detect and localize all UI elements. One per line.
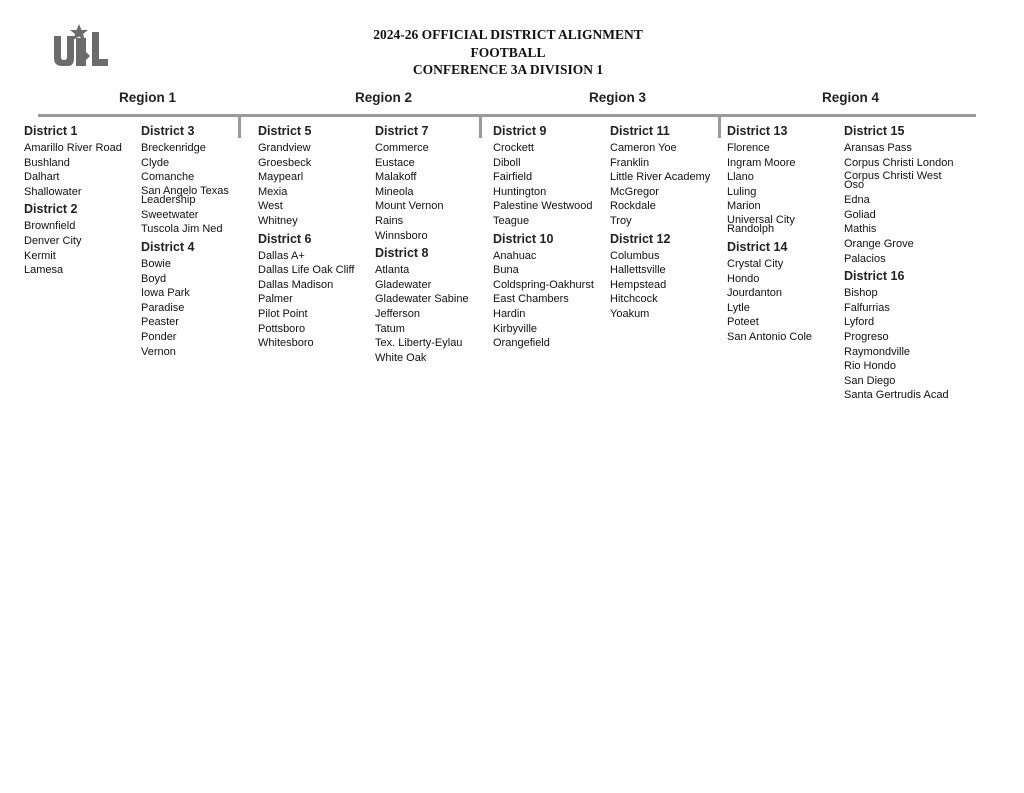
school-item: Florence bbox=[727, 142, 770, 154]
district-block bbox=[141, 124, 257, 237]
region-4-heading: Region 4 bbox=[821, 90, 879, 105]
school-item: Malakoff bbox=[375, 171, 417, 184]
district-heading: District 1 bbox=[24, 124, 78, 138]
school-item: Jefferson bbox=[375, 307, 421, 320]
school-item: Mount Vernon bbox=[375, 200, 444, 213]
school-item: Gladewater Sabine bbox=[375, 293, 469, 306]
school-item: Llano bbox=[727, 171, 754, 184]
school-item: Cameron Yoe bbox=[610, 142, 677, 154]
school-list bbox=[258, 249, 374, 351]
school-list bbox=[24, 141, 140, 199]
school-item: Rains bbox=[375, 214, 404, 227]
school-item: Denver City bbox=[24, 234, 82, 247]
district-column bbox=[493, 124, 609, 354]
school-item: Rio Hondo bbox=[844, 360, 896, 373]
school-item: Fairfield bbox=[493, 171, 533, 184]
school-list bbox=[610, 141, 726, 229]
school-item: Eustace bbox=[375, 156, 415, 169]
school-item: Clyde bbox=[141, 156, 170, 169]
school-item: Sweetwater bbox=[141, 208, 199, 221]
school-item: Hallettsville bbox=[610, 264, 666, 277]
district-block bbox=[610, 232, 726, 322]
school-item: Santa Gertrudis Acad bbox=[844, 389, 949, 402]
school-item: Aransas Pass bbox=[844, 142, 912, 154]
school-item: Paradise bbox=[141, 301, 185, 314]
school-item: Atlanta bbox=[375, 264, 410, 277]
title-line-2: FOOTBALL bbox=[470, 44, 546, 60]
school-item: Edna bbox=[844, 194, 870, 207]
district-block bbox=[258, 232, 374, 351]
school-item: Iowa Park bbox=[141, 287, 190, 300]
school-item: Kirbyville bbox=[493, 322, 538, 335]
school-item: Dalhart bbox=[24, 171, 60, 184]
school-item: Lytle bbox=[727, 301, 750, 314]
district-block bbox=[844, 269, 960, 403]
school-item: Coldspring-Oakhurst bbox=[493, 278, 594, 291]
school-item: Tex. Liberty-Eylau bbox=[375, 337, 463, 350]
school-item: Tuscola Jim Ned bbox=[141, 223, 223, 236]
school-item: Peaster bbox=[141, 316, 179, 329]
school-item: Poteet bbox=[727, 316, 759, 329]
school-item: Grandview bbox=[258, 142, 311, 154]
region-headings bbox=[30, 90, 970, 108]
school-item: Shallowater bbox=[24, 185, 82, 198]
school-item: Gladewater bbox=[375, 278, 432, 291]
school-list bbox=[258, 141, 374, 229]
school-item: Hitchcock bbox=[610, 293, 658, 306]
document-title bbox=[0, 26, 1016, 79]
school-item: Kermit bbox=[24, 249, 56, 262]
school-item: Luling bbox=[727, 185, 757, 198]
school-item: Whitesboro bbox=[258, 337, 314, 350]
school-item: Teague bbox=[493, 214, 530, 227]
district-heading: District 2 bbox=[24, 202, 78, 217]
district-block bbox=[24, 124, 140, 199]
district-column bbox=[844, 124, 960, 406]
district-column bbox=[727, 124, 843, 348]
district-column bbox=[24, 124, 140, 281]
school-list bbox=[375, 141, 491, 243]
school-item: Yoakum bbox=[610, 307, 650, 320]
school-item: White Oak bbox=[375, 351, 427, 364]
school-item: San Antonio Cole bbox=[727, 330, 813, 343]
school-item: Breckenridge bbox=[141, 142, 206, 154]
school-item: Marion bbox=[727, 200, 761, 213]
district-block bbox=[258, 124, 374, 229]
school-item: San Angelo Texas Leadership bbox=[141, 184, 229, 206]
school-item: Maypearl bbox=[258, 171, 304, 184]
region-3-heading: Region 3 bbox=[588, 90, 646, 105]
school-list bbox=[727, 257, 843, 345]
school-item: Bushland bbox=[24, 156, 70, 169]
school-item: Lyford bbox=[844, 316, 875, 329]
school-list bbox=[141, 257, 257, 359]
school-item: Dallas Madison bbox=[258, 278, 334, 291]
school-item: Boyd bbox=[141, 272, 167, 285]
school-item: Comanche bbox=[141, 171, 195, 184]
school-item: Ponder bbox=[141, 330, 177, 343]
district-column bbox=[610, 124, 726, 325]
school-list bbox=[844, 286, 960, 403]
region-2-heading: Region 2 bbox=[354, 90, 412, 105]
district-column bbox=[258, 124, 374, 354]
school-item: Bishop bbox=[844, 287, 878, 300]
school-item: Universal City Randolph bbox=[727, 213, 795, 235]
school-item: Commerce bbox=[375, 142, 429, 154]
district-block bbox=[727, 240, 843, 345]
school-item: Little River Academy bbox=[610, 171, 711, 184]
school-item: Lamesa bbox=[24, 264, 64, 277]
district-heading: District 6 bbox=[258, 231, 312, 246]
school-item: Hondo bbox=[727, 272, 760, 285]
school-list bbox=[24, 219, 140, 277]
school-item: Dallas Life Oak Cliff bbox=[258, 264, 355, 277]
school-item: Buna bbox=[493, 264, 519, 277]
school-item: Palmer bbox=[258, 293, 293, 306]
school-item: Groesbeck bbox=[258, 156, 312, 169]
district-column bbox=[141, 124, 257, 362]
school-item: Anahuac bbox=[493, 249, 537, 262]
school-item: Raymondville bbox=[844, 345, 911, 358]
region-divider-rule bbox=[38, 114, 976, 117]
school-item: Whitney bbox=[258, 214, 298, 227]
district-heading: District 4 bbox=[141, 239, 195, 254]
district-heading: District 14 bbox=[727, 239, 788, 254]
school-list bbox=[844, 141, 960, 266]
school-item: Hempstead bbox=[610, 278, 667, 291]
district-heading: District 15 bbox=[844, 124, 905, 138]
school-item: Huntington bbox=[493, 185, 547, 198]
school-item: Palacios bbox=[844, 252, 886, 265]
school-item: Amarillo River Road bbox=[24, 142, 122, 154]
school-list bbox=[141, 141, 257, 237]
district-block bbox=[727, 124, 843, 237]
school-item: Troy bbox=[610, 214, 632, 227]
district-block bbox=[610, 124, 726, 229]
school-item: Mexia bbox=[258, 185, 288, 198]
school-list bbox=[610, 249, 726, 322]
school-item: Progreso bbox=[844, 330, 889, 343]
school-item: San Diego bbox=[844, 374, 896, 387]
school-list bbox=[493, 141, 609, 229]
school-item: Corpus Christi London bbox=[844, 156, 954, 169]
district-heading: District 9 bbox=[493, 124, 547, 138]
school-item: Mineola bbox=[375, 185, 414, 198]
school-item: Crockett bbox=[493, 142, 534, 154]
school-item: Goliad bbox=[844, 208, 876, 221]
region-1-heading: Region 1 bbox=[118, 90, 176, 105]
district-block bbox=[375, 124, 491, 243]
title-line-3: CONFERENCE 3A DIVISION 1 bbox=[412, 62, 604, 77]
school-item: East Chambers bbox=[493, 293, 569, 306]
school-item: Bowie bbox=[141, 257, 171, 270]
school-item: Jourdanton bbox=[727, 287, 783, 300]
district-block bbox=[375, 246, 491, 365]
district-heading: District 12 bbox=[610, 231, 671, 246]
district-heading: District 8 bbox=[375, 246, 429, 261]
district-block bbox=[493, 232, 609, 351]
district-column bbox=[375, 124, 491, 368]
school-item: Orange Grove bbox=[844, 237, 914, 250]
title-line-1: 2024-26 OFFICIAL DISTRICT ALIGNMENT bbox=[373, 27, 643, 42]
school-item: Pottsboro bbox=[258, 322, 306, 335]
district-heading: District 10 bbox=[493, 231, 554, 246]
district-heading: District 11 bbox=[610, 124, 670, 138]
district-heading: District 5 bbox=[258, 124, 312, 138]
school-item: Hardin bbox=[493, 307, 526, 320]
school-item: Columbus bbox=[610, 249, 660, 262]
district-block bbox=[141, 240, 257, 359]
school-item: Diboll bbox=[493, 156, 521, 169]
district-block bbox=[493, 124, 609, 229]
school-item: Dallas A+ bbox=[258, 249, 305, 262]
school-item: McGregor bbox=[610, 185, 659, 198]
school-item: West bbox=[258, 200, 283, 213]
district-heading: District 7 bbox=[375, 124, 429, 138]
school-list bbox=[727, 141, 843, 237]
school-item: Pilot Point bbox=[258, 307, 308, 320]
school-item: Orangefield bbox=[493, 337, 550, 350]
school-item: Palestine Westwood bbox=[493, 200, 593, 213]
school-item: Winnsboro bbox=[375, 229, 428, 242]
district-heading: District 16 bbox=[844, 269, 905, 284]
school-item: Corpus Christi West Oso bbox=[844, 170, 942, 192]
school-list bbox=[493, 249, 609, 351]
school-item: Franklin bbox=[610, 156, 650, 169]
school-item: Mathis bbox=[844, 223, 877, 236]
school-item: Crystal City bbox=[727, 257, 784, 270]
school-item: Ingram Moore bbox=[727, 156, 796, 169]
school-item: Vernon bbox=[141, 345, 176, 358]
district-block bbox=[24, 202, 140, 277]
school-item: Brownfield bbox=[24, 220, 76, 233]
district-heading: District 3 bbox=[141, 124, 195, 138]
school-item: Falfurrias bbox=[844, 301, 890, 314]
school-item: Rockdale bbox=[610, 200, 656, 213]
district-block bbox=[844, 124, 960, 266]
district-heading: District 13 bbox=[727, 124, 788, 138]
school-list bbox=[375, 263, 491, 365]
school-item: Tatum bbox=[375, 322, 405, 335]
